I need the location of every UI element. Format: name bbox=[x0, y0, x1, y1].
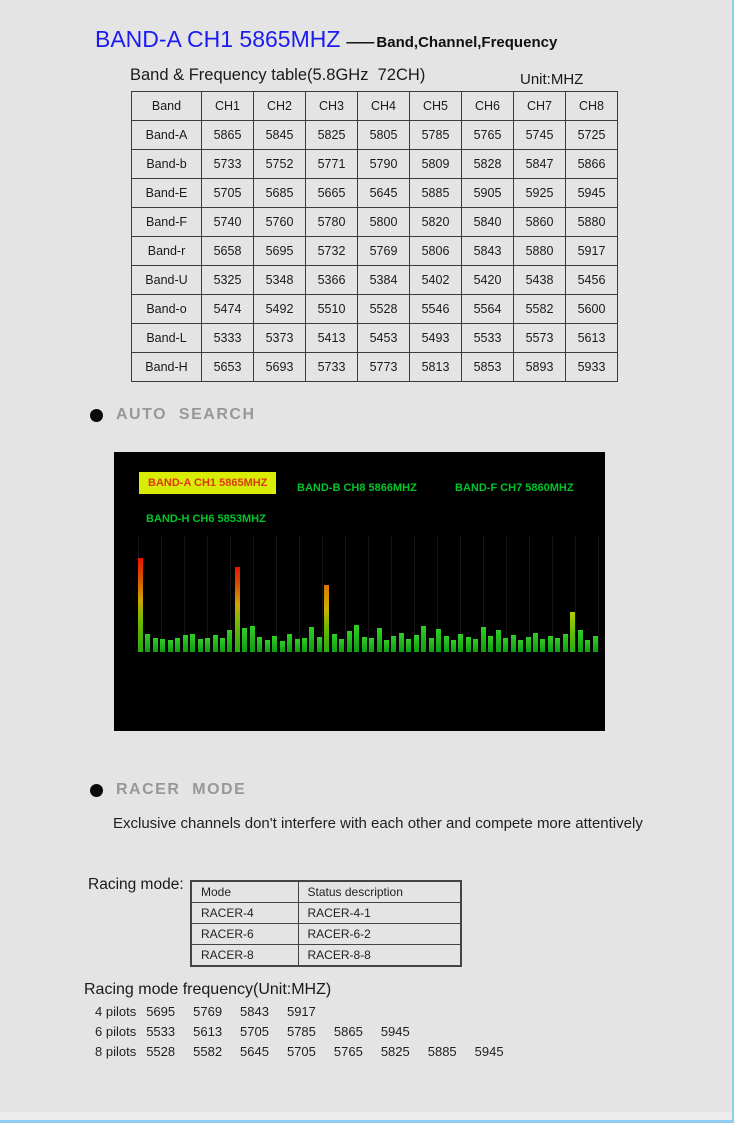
band-table-value-cell: 5745 bbox=[514, 121, 566, 150]
band-table-value-cell: 5925 bbox=[514, 179, 566, 208]
racing-table-head bbox=[191, 881, 461, 903]
spectrum-bar bbox=[473, 639, 478, 652]
band-table-band-cell: Band-o bbox=[132, 295, 202, 324]
band-table-unit: Unit:MHZ bbox=[520, 71, 584, 88]
page-footer-strip bbox=[0, 1112, 734, 1123]
pilot-row-label: 8 pilots bbox=[95, 1044, 137, 1059]
racing-table-cell: RACER-8-8 bbox=[298, 945, 461, 967]
spectrum-bar bbox=[280, 641, 285, 652]
spectrum-bar bbox=[347, 631, 352, 652]
band-table-value-cell: 5653 bbox=[202, 353, 254, 382]
spectrum-bar bbox=[145, 634, 150, 652]
pilot-row-frequency: 5645 bbox=[240, 1044, 269, 1059]
pilot-row-frequency: 5705 bbox=[286, 1044, 316, 1059]
band-table-value-cell: 5402 bbox=[410, 266, 462, 295]
band-table-value-cell: 5917 bbox=[566, 237, 618, 266]
spectrum-bar bbox=[570, 612, 575, 652]
band-table-value-cell: 5533 bbox=[462, 324, 514, 353]
spectrum-bar bbox=[429, 638, 434, 652]
band-table-value-cell: 5613 bbox=[566, 324, 618, 353]
band-table-value-cell: 5573 bbox=[514, 324, 566, 353]
band-table-value-cell: 5905 bbox=[462, 179, 514, 208]
screen-label-highlighted: BAND-A CH1 5865MHZ bbox=[139, 472, 276, 494]
band-table-band-cell: Band-F bbox=[132, 208, 202, 237]
spectrum-bar bbox=[444, 636, 449, 652]
pilot-row-label: 6 pilots bbox=[95, 1024, 137, 1039]
band-table-value-cell: 5865 bbox=[202, 121, 254, 150]
band-frequency-table bbox=[131, 91, 618, 382]
spectrum-bar bbox=[235, 567, 240, 652]
band-table-value-cell: 5493 bbox=[410, 324, 462, 353]
band-table-value-cell: 5732 bbox=[306, 237, 358, 266]
pilot-row-label: 4 pilots bbox=[95, 1004, 137, 1019]
spectrum-bar bbox=[369, 638, 374, 652]
pilot-row bbox=[95, 1022, 522, 1042]
spectrum-bar bbox=[138, 558, 143, 652]
band-table-value-cell: 5420 bbox=[462, 266, 514, 295]
racing-mode-label: Racing mode: bbox=[88, 876, 184, 893]
spectrum-bar bbox=[302, 638, 307, 652]
band-table-value-cell: 5860 bbox=[514, 208, 566, 237]
spectrum-bar bbox=[324, 585, 329, 652]
racing-mode-table bbox=[190, 880, 462, 967]
band-table-value-cell: 5733 bbox=[202, 150, 254, 179]
racing-table-header-row bbox=[191, 881, 461, 903]
spectrum-bar bbox=[220, 638, 225, 652]
band-table-header-cell: CH5 bbox=[410, 92, 462, 121]
spectrum-bar bbox=[578, 630, 583, 652]
racing-table-body bbox=[191, 903, 461, 967]
spectrum-bar bbox=[451, 640, 456, 652]
band-table-value-cell: 5600 bbox=[566, 295, 618, 324]
band-table-value-cell: 5853 bbox=[462, 353, 514, 382]
band-table-body bbox=[132, 121, 618, 382]
spectrum-bar bbox=[309, 627, 314, 652]
band-table-value-cell: 5582 bbox=[514, 295, 566, 324]
spectrum-bar bbox=[481, 627, 486, 652]
band-table-row bbox=[132, 324, 618, 353]
band-table-value-cell: 5413 bbox=[306, 324, 358, 353]
spectrum-bar bbox=[213, 635, 218, 652]
band-table-row bbox=[132, 121, 618, 150]
pilot-row-frequency: 5769 bbox=[193, 1004, 223, 1019]
screen-label: BAND-H CH6 5853MHZ bbox=[146, 513, 266, 525]
band-table-value-cell: 5785 bbox=[410, 121, 462, 150]
band-table-value-cell: 5546 bbox=[410, 295, 462, 324]
spectrum-bar bbox=[488, 636, 493, 652]
band-table-header-cell: CH6 bbox=[462, 92, 514, 121]
band-table-value-cell: 5752 bbox=[254, 150, 306, 179]
pilot-row-frequency: 5705 bbox=[240, 1024, 269, 1039]
racing-table-row bbox=[191, 903, 461, 924]
band-table-value-cell: 5805 bbox=[358, 121, 410, 150]
racing-table-row bbox=[191, 945, 461, 967]
band-table-value-cell: 5474 bbox=[202, 295, 254, 324]
band-table-value-cell: 5945 bbox=[566, 179, 618, 208]
title-band-channel-frequency: BAND-A CH1 5865MHZ bbox=[95, 26, 341, 52]
band-table-value-cell: 5800 bbox=[358, 208, 410, 237]
spectrum-bar bbox=[153, 638, 158, 652]
racing-table-cell: RACER-4 bbox=[191, 903, 298, 924]
spectrum-bar bbox=[496, 630, 501, 652]
spectrum-bar bbox=[540, 639, 545, 652]
pilot-row-frequency: 5582 bbox=[193, 1044, 223, 1059]
band-table-header-cell: CH7 bbox=[514, 92, 566, 121]
spectrum-bar bbox=[548, 636, 553, 652]
page-title bbox=[95, 26, 557, 53]
band-table-row bbox=[132, 237, 618, 266]
spectrum-bar bbox=[466, 637, 471, 652]
band-table-value-cell: 5933 bbox=[566, 353, 618, 382]
band-table-row bbox=[132, 295, 618, 324]
band-table-value-cell: 5384 bbox=[358, 266, 410, 295]
band-table-value-cell: 5809 bbox=[410, 150, 462, 179]
band-table-value-cell: 5765 bbox=[462, 121, 514, 150]
band-table-row bbox=[132, 266, 618, 295]
spectrum-bar bbox=[555, 638, 560, 652]
spectrum-bar bbox=[183, 635, 188, 652]
screen-label: BAND-B CH8 5866MHZ bbox=[297, 482, 417, 494]
band-table-value-cell: 5740 bbox=[202, 208, 254, 237]
band-table-value-cell: 5790 bbox=[358, 150, 410, 179]
spectrum-bar bbox=[384, 640, 389, 652]
auto-search-heading-label: AUTO SEARCH bbox=[116, 406, 256, 423]
band-table-header-row bbox=[132, 92, 618, 121]
pilot-row-frequency: 5695 bbox=[146, 1004, 176, 1019]
band-table-value-cell: 5820 bbox=[410, 208, 462, 237]
racer-mode-heading-label: RACER MODE bbox=[116, 781, 247, 798]
spectrum-bar bbox=[242, 628, 247, 652]
spectrum-bar bbox=[168, 640, 173, 652]
band-table-value-cell: 5366 bbox=[306, 266, 358, 295]
band-table-header-cell: CH1 bbox=[202, 92, 254, 121]
racing-frequency-title: Racing mode frequency(Unit:MHZ) bbox=[84, 981, 332, 998]
band-table-value-cell: 5564 bbox=[462, 295, 514, 324]
band-table-value-cell: 5828 bbox=[462, 150, 514, 179]
band-table-value-cell: 5780 bbox=[306, 208, 358, 237]
spectrum-bar bbox=[265, 640, 270, 652]
band-table-value-cell: 5528 bbox=[358, 295, 410, 324]
band-table-row bbox=[132, 179, 618, 208]
pilot-row-frequency: 5843 bbox=[240, 1004, 269, 1019]
band-table-value-cell: 5725 bbox=[566, 121, 618, 150]
band-table-value-cell: 5705 bbox=[202, 179, 254, 208]
band-table-band-cell: Band-H bbox=[132, 353, 202, 382]
band-table-band-cell: Band-b bbox=[132, 150, 202, 179]
band-table-value-cell: 5847 bbox=[514, 150, 566, 179]
racing-frequency-rows bbox=[95, 1002, 522, 1062]
screen-label: BAND-F CH7 5860MHZ bbox=[455, 482, 574, 494]
racing-table-header-cell: Status description bbox=[298, 881, 461, 903]
band-table-value-cell: 5333 bbox=[202, 324, 254, 353]
band-table-band-cell: Band-A bbox=[132, 121, 202, 150]
band-table-value-cell: 5645 bbox=[358, 179, 410, 208]
band-table-row bbox=[132, 208, 618, 237]
band-table-value-cell: 5438 bbox=[514, 266, 566, 295]
spectrum-bar bbox=[198, 639, 203, 652]
spectrum-bar bbox=[339, 639, 344, 652]
band-table-value-cell: 5845 bbox=[254, 121, 306, 150]
spectrum-bar bbox=[503, 638, 508, 652]
auto-search-screen bbox=[114, 452, 605, 731]
band-table-header-cell: CH2 bbox=[254, 92, 306, 121]
spectrum-bar bbox=[190, 634, 195, 652]
band-table-head bbox=[132, 92, 618, 121]
band-table-value-cell: 5806 bbox=[410, 237, 462, 266]
spectrum-bar bbox=[257, 637, 262, 652]
band-table-value-cell: 5760 bbox=[254, 208, 306, 237]
spectrum-bar bbox=[511, 635, 516, 652]
spectrum-bar bbox=[250, 626, 255, 652]
band-table-value-cell: 5456 bbox=[566, 266, 618, 295]
band-table-value-cell: 5825 bbox=[306, 121, 358, 150]
spectrum-bar bbox=[414, 635, 419, 652]
racing-table-cell: RACER-8 bbox=[191, 945, 298, 967]
pilot-row bbox=[95, 1042, 522, 1062]
band-table-value-cell: 5348 bbox=[254, 266, 306, 295]
band-table-value-cell: 5893 bbox=[514, 353, 566, 382]
pilot-row-frequency: 5917 bbox=[286, 1004, 316, 1019]
band-table-value-cell: 5453 bbox=[358, 324, 410, 353]
bullet-icon bbox=[90, 784, 103, 797]
spectrum-bar bbox=[160, 639, 165, 652]
racer-mode-description: Exclusive channels don't interfere with each other and compete more attentively bbox=[113, 815, 643, 832]
pilot-row-frequency: 5528 bbox=[146, 1044, 176, 1059]
spectrum-bars bbox=[138, 552, 598, 652]
band-table-value-cell: 5492 bbox=[254, 295, 306, 324]
spectrum-bar bbox=[563, 634, 568, 652]
band-table-caption: Band & Frequency table(5.8GHz 72CH) bbox=[130, 66, 426, 84]
title-subtitle: Band,Channel,Frequency bbox=[376, 34, 558, 51]
band-table-value-cell: 5733 bbox=[306, 353, 358, 382]
band-table-value-cell: 5769 bbox=[358, 237, 410, 266]
band-table-header-cell: CH4 bbox=[358, 92, 410, 121]
band-table-value-cell: 5665 bbox=[306, 179, 358, 208]
racing-table-cell: RACER-4-1 bbox=[298, 903, 461, 924]
spectrum-bar bbox=[399, 633, 404, 652]
band-table-value-cell: 5771 bbox=[306, 150, 358, 179]
spectrum-bar bbox=[377, 628, 382, 652]
racing-table-cell: RACER-6 bbox=[191, 924, 298, 945]
spectrum-bar bbox=[362, 637, 367, 652]
band-table-band-cell: Band-E bbox=[132, 179, 202, 208]
racing-table-cell: RACER-6-2 bbox=[298, 924, 461, 945]
band-table-value-cell: 5658 bbox=[202, 237, 254, 266]
spectrum-bar bbox=[436, 629, 441, 652]
bullet-icon bbox=[90, 409, 103, 422]
band-table-value-cell: 5813 bbox=[410, 353, 462, 382]
band-table-value-cell: 5325 bbox=[202, 266, 254, 295]
spectrum-bar bbox=[175, 638, 180, 652]
spectrum-bar bbox=[518, 640, 523, 652]
pilot-row-frequency: 5613 bbox=[193, 1024, 223, 1039]
pilot-row-frequency: 5865 bbox=[333, 1024, 363, 1039]
spectrum-bar bbox=[227, 630, 232, 652]
pilot-row-frequency: 5885 bbox=[427, 1044, 457, 1059]
spectrum-bar bbox=[458, 634, 463, 652]
band-table-value-cell: 5880 bbox=[514, 237, 566, 266]
band-table-value-cell: 5695 bbox=[254, 237, 306, 266]
racing-table-row bbox=[191, 924, 461, 945]
pilot-row bbox=[95, 1002, 522, 1022]
pilot-row-frequency: 5765 bbox=[333, 1044, 363, 1059]
band-table-band-cell: Band-r bbox=[132, 237, 202, 266]
band-table-header-cell: CH3 bbox=[306, 92, 358, 121]
band-table-value-cell: 5843 bbox=[462, 237, 514, 266]
spectrum-bar bbox=[593, 636, 598, 652]
racing-table-header-cell: Mode bbox=[191, 881, 298, 903]
band-table-row bbox=[132, 150, 618, 179]
spectrum-bar bbox=[391, 636, 396, 652]
band-table-row bbox=[132, 353, 618, 382]
band-table-header-cell: Band bbox=[132, 92, 202, 121]
pilot-row-frequency: 5945 bbox=[474, 1044, 504, 1059]
band-table-header-cell: CH8 bbox=[566, 92, 618, 121]
band-table-value-cell: 5840 bbox=[462, 208, 514, 237]
spectrum-bar bbox=[585, 640, 590, 652]
racer-mode-heading bbox=[90, 781, 246, 799]
band-table-band-cell: Band-U bbox=[132, 266, 202, 295]
band-table-value-cell: 5880 bbox=[566, 208, 618, 237]
spectrum-bar bbox=[421, 626, 426, 652]
spectrum-bar bbox=[526, 637, 531, 652]
spectrum-bar bbox=[533, 633, 538, 652]
spectrum-bar bbox=[272, 636, 277, 652]
pilot-row-frequency: 5945 bbox=[380, 1024, 410, 1039]
band-table-value-cell: 5373 bbox=[254, 324, 306, 353]
pilot-row-frequency: 5533 bbox=[146, 1024, 176, 1039]
spectrum-bar bbox=[317, 637, 322, 652]
band-table-value-cell: 5510 bbox=[306, 295, 358, 324]
band-table-value-cell: 5773 bbox=[358, 353, 410, 382]
band-table-value-cell: 5685 bbox=[254, 179, 306, 208]
spectrum-bar bbox=[287, 634, 292, 652]
band-table-value-cell: 5693 bbox=[254, 353, 306, 382]
spectrum-bar bbox=[205, 638, 210, 652]
title-dash: —— bbox=[346, 34, 373, 51]
band-table-value-cell: 5866 bbox=[566, 150, 618, 179]
pilot-row-frequency: 5825 bbox=[380, 1044, 410, 1059]
band-table-value-cell: 5885 bbox=[410, 179, 462, 208]
pilot-row-frequency: 5785 bbox=[286, 1024, 316, 1039]
spectrum-bar bbox=[354, 625, 359, 652]
spectrum-bar bbox=[332, 634, 337, 652]
band-table-band-cell: Band-L bbox=[132, 324, 202, 353]
auto-search-heading bbox=[90, 406, 256, 424]
spectrum-bar bbox=[295, 639, 300, 652]
spectrum-bar bbox=[406, 639, 411, 652]
